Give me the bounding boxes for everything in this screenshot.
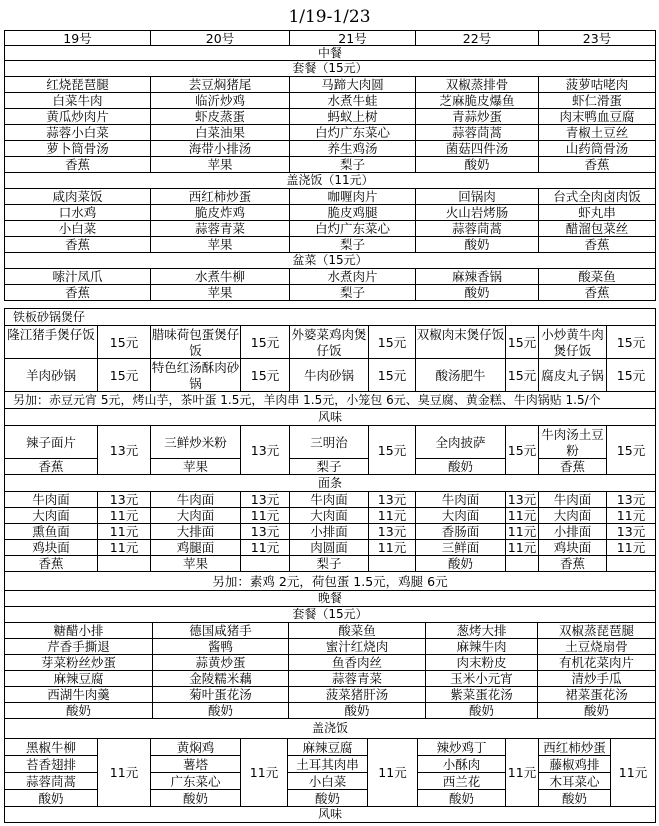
rice-bowl-price: 11元 (240, 738, 288, 807)
menu-item: 菊叶蛋花汤 (152, 686, 289, 703)
rice-bowl-item: 酸奶 (538, 789, 611, 807)
menu-item: 苹果 (150, 156, 290, 173)
rice-bowl-item: 苔香翅排 (4, 755, 98, 773)
menu-item: 梨子 (289, 156, 416, 173)
menu-item: 芽菜粉丝炒蛋 (4, 654, 153, 671)
menu-item: 鱼香肉丝 (288, 654, 426, 671)
menu-item: 蒜蓉青菜 (150, 220, 290, 237)
subsection-set-meal: 套餐（15元） (4, 60, 656, 77)
flavor-price: 15元 (505, 425, 539, 475)
noodle-price: 11元 (505, 523, 539, 540)
day-header: 19号 (4, 30, 151, 46)
claypot-price: 15元 (97, 325, 151, 359)
menu-item: 白菜牛肉 (4, 92, 151, 109)
flavor-price: 15元 (606, 425, 656, 475)
menu-item: 口水鸡 (4, 204, 151, 221)
menu-item: 西红柿炒蛋 (150, 188, 290, 205)
menu-item: 芹香手撕退 (4, 638, 153, 655)
menu-item: 火山岩烤肠 (415, 204, 539, 221)
rice-bowl-item: 酸奶 (287, 789, 368, 807)
noodle-price (606, 555, 656, 572)
rice-bowl-item: 藤椒鸡排 (538, 755, 611, 773)
menu-item: 养生鸡汤 (289, 140, 416, 157)
noodle-price: 11元 (97, 539, 151, 556)
menu-item: 红烧琵琶腿 (4, 76, 151, 93)
menu-item: 嗦汁凤爪 (4, 268, 151, 285)
menu-item: 葱烤大排 (425, 622, 538, 639)
subsection-basin-dish: 盆菜（15元） (4, 252, 656, 269)
subsection-claypot: 铁板砂锅煲仔 (4, 308, 656, 326)
rice-bowl-item: 西红柿炒蛋 (538, 738, 611, 756)
noodle-price: 11元 (240, 507, 290, 524)
rice-bowl-item: 酸奶 (4, 789, 98, 807)
section-header-dinner: 晚餐 (4, 590, 656, 607)
menu-item: 蒜黄炒蛋 (152, 654, 289, 671)
menu-item: 裙菜蛋花汤 (537, 686, 656, 703)
menu-item: 酸奶 (415, 284, 539, 301)
rice-bowl-price: 11元 (367, 738, 418, 807)
menu-item: 虾皮蒸蛋 (150, 108, 290, 125)
claypot-item: 双椒肉末煲仔饭 (415, 325, 506, 359)
claypot-extras-note: 另加：赤豆元宵 5元，烤山芋，茶叶蛋 1.5元，羊肉串 1.5元，小笼包 6元、臭豆腐、黄金糕、牛肉锅贴 1.5/个 (4, 391, 656, 409)
menu-item: 脆皮炸鸡 (150, 204, 290, 221)
noodles-extras-note: 另加：素鸡 2元，荷包蛋 1.5元，鸡腿 6元 (4, 571, 656, 591)
rice-bowl-item: 小白菜 (287, 772, 368, 790)
noodle-item: 小排面 (289, 523, 369, 540)
menu-item: 双椒蒸琵琶腿 (537, 622, 656, 639)
flavor-item: 辣子面片 (4, 425, 98, 459)
menu-item: 玉米小元宵 (425, 670, 538, 687)
noodle-item: 香蕉 (4, 555, 98, 572)
menu-item: 芝麻脆皮爆鱼 (415, 92, 539, 109)
noodle-price: 11元 (606, 539, 656, 556)
noodle-price: 13元 (240, 523, 290, 540)
noodle-price: 13元 (606, 523, 656, 540)
menu-item: 清炒手瓜 (537, 670, 656, 687)
rice-bowl-item: 薯塔 (150, 755, 241, 773)
menu-item: 咸肉菜饭 (4, 188, 151, 205)
menu-item: 青蒜炒蛋 (415, 108, 539, 125)
noodle-item: 苹果 (150, 555, 241, 572)
noodle-item: 小排面 (538, 523, 607, 540)
subsection-rice-bowl: 盖浇饭（11元） (4, 172, 656, 189)
menu-item: 麻辣牛肉 (425, 638, 538, 655)
menu-item: 海带小排汤 (150, 140, 290, 157)
menu-item: 醋溜包菜丝 (538, 220, 656, 237)
noodle-item: 酸奶 (415, 555, 506, 572)
noodle-price: 11元 (240, 539, 290, 556)
menu-item: 咖喱肉片 (289, 188, 416, 205)
menu-item: 临沂炒鸡 (150, 92, 290, 109)
noodle-price: 13元 (240, 491, 290, 508)
noodle-item: 大肉面 (150, 507, 241, 524)
claypot-item: 外婆菜鸡肉煲仔饭 (289, 325, 369, 359)
rice-bowl-price: 11元 (505, 738, 539, 807)
menu-item: 白灼广东菜心 (289, 124, 416, 141)
flavor-price: 15元 (368, 425, 416, 475)
menu-item: 德国咸猪手 (152, 622, 289, 639)
menu-item: 菠萝咕咾肉 (538, 76, 656, 93)
rice-bowl-item: 黑椒牛柳 (4, 738, 98, 756)
menu-item: 酸奶 (4, 702, 153, 719)
day-header: 20号 (150, 30, 290, 46)
flavor-fruit: 香蕉 (4, 458, 98, 475)
menu-item: 苹果 (150, 284, 290, 301)
day-header: 21号 (289, 30, 416, 46)
menu-item: 小白菜 (4, 220, 151, 237)
menu-item: 肉末鸭血豆腐 (538, 108, 656, 125)
claypot-price: 15元 (505, 325, 539, 359)
menu-item: 台式全肉卤肉饭 (538, 188, 656, 205)
flavor-price: 13元 (240, 425, 290, 475)
menu-item: 土豆烧扇骨 (537, 638, 656, 655)
claypot-price: 15元 (505, 358, 539, 392)
flavor-fruit: 梨子 (289, 458, 369, 475)
menu-item: 糖醋小排 (4, 622, 153, 639)
noodle-price: 11元 (368, 507, 416, 524)
menu-item: 苹果 (150, 236, 290, 253)
noodle-price: 11元 (606, 507, 656, 524)
noodle-price: 11元 (505, 539, 539, 556)
menu-item: 蒜蓉茼蒿 (415, 220, 539, 237)
claypot-price: 15元 (606, 358, 656, 392)
noodle-item: 大肉面 (538, 507, 607, 524)
noodle-price (368, 555, 416, 572)
rice-bowl-item: 木耳菜心 (538, 772, 611, 790)
menu-item: 麻辣香锅 (415, 268, 539, 285)
section-header-lunch: 中餐 (4, 45, 656, 61)
menu-item: 酸菜鱼 (538, 268, 656, 285)
menu-item: 脆皮鸡腿 (289, 204, 416, 221)
claypot-item: 隆江猪手煲仔饭 (4, 325, 98, 359)
flavor-fruit: 香蕉 (538, 458, 607, 475)
menu-item: 水煮牛蛙 (289, 92, 416, 109)
menu-item: 香蕉 (4, 236, 151, 253)
noodle-item: 牛肉面 (4, 491, 98, 508)
menu-item: 水煮肉片 (289, 268, 416, 285)
noodle-price (97, 555, 151, 572)
noodle-item: 肉圆面 (289, 539, 369, 556)
menu-item: 酸奶 (415, 236, 539, 253)
menu-item: 香蕉 (538, 156, 656, 173)
menu-item: 酱鸭 (152, 638, 289, 655)
subsection-dinner-set-meal: 套餐（15元） (4, 606, 656, 623)
menu-item: 西湖牛肉羹 (4, 686, 153, 703)
claypot-item: 特色红汤酥肉砂锅 (151, 360, 240, 391)
flavor-item: 牛肉汤土豆粉 (538, 425, 607, 459)
noodle-item: 香蕉 (538, 555, 607, 572)
menu-item: 芸豆焖猪尾 (150, 76, 290, 93)
noodle-price: 11元 (505, 507, 539, 524)
flavor-item: 三鲜炒米粉 (150, 425, 241, 459)
noodle-price: 13元 (97, 491, 151, 508)
noodle-item: 三鲜面 (415, 539, 506, 556)
claypot-item: 腊味荷包蛋煲仔饭 (151, 327, 240, 358)
rice-bowl-item: 黄焖鸡 (150, 738, 241, 756)
noodle-item: 大排面 (150, 523, 241, 540)
rice-bowl-price: 11元 (97, 738, 151, 807)
claypot-price: 15元 (368, 358, 416, 392)
noodle-price: 11元 (368, 539, 416, 556)
menu-item: 香蕉 (538, 236, 656, 253)
claypot-item: 腐皮丸子锅 (538, 358, 607, 392)
menu-item: 白灼广东菜心 (289, 220, 416, 237)
claypot-item: 牛肉砂锅 (289, 358, 369, 392)
menu-item: 萝卜筒骨汤 (4, 140, 151, 157)
menu-item: 梨子 (289, 236, 416, 253)
menu-item: 菠菜猪肝汤 (288, 686, 426, 703)
noodle-price: 13元 (368, 523, 416, 540)
rice-bowl-item: 广东菜心 (150, 772, 241, 790)
rice-bowl-item: 土耳其肉串 (287, 755, 368, 773)
subsection-dinner-flavor: 风味 (4, 806, 656, 823)
claypot-price: 15元 (240, 358, 290, 392)
noodle-item: 牛肉面 (150, 491, 241, 508)
claypot-price: 15元 (606, 325, 656, 359)
menu-item: 青椒土豆丝 (538, 124, 656, 141)
rice-bowl-item: 蒜蓉茼蒿 (4, 772, 98, 790)
flavor-item: 全肉披萨 (415, 425, 506, 459)
menu-item: 酸奶 (415, 156, 539, 173)
menu-item: 蒜蓉小白菜 (4, 124, 151, 141)
menu-item: 酸奶 (152, 702, 289, 719)
subsection-noodles: 面条 (4, 474, 656, 492)
menu-item: 虾丸串 (538, 204, 656, 221)
menu-item: 酸菜鱼 (288, 622, 426, 639)
rice-bowl-item: 酸奶 (150, 789, 241, 807)
noodle-item: 鸡腿面 (150, 539, 241, 556)
menu-item: 菌菇四件汤 (415, 140, 539, 157)
page-title: 1/19-1/23 (288, 7, 371, 27)
noodle-item: 牛肉面 (538, 491, 607, 508)
menu-item: 肉末粉皮 (425, 654, 538, 671)
noodle-item: 香肠面 (415, 523, 506, 540)
menu-item: 回锅肉 (415, 188, 539, 205)
noodle-item: 鸡块面 (538, 539, 607, 556)
menu-item: 金陵糯米藕 (152, 670, 289, 687)
menu-item: 蒜蓉青菜 (288, 670, 426, 687)
flavor-fruit: 苹果 (150, 458, 241, 475)
menu-item: 虾仁滑蛋 (538, 92, 656, 109)
noodle-price: 13元 (368, 491, 416, 508)
noodle-item: 牛肉面 (289, 491, 369, 508)
menu-item: 麻辣豆腐 (4, 670, 153, 687)
claypot-item: 羊肉砂锅 (4, 358, 98, 392)
noodle-item: 大肉面 (4, 507, 98, 524)
noodle-item: 梨子 (289, 555, 369, 572)
menu-item: 蚂蚁上树 (289, 108, 416, 125)
claypot-price: 15元 (97, 358, 151, 392)
menu-item: 黄瓜炒肉片 (4, 108, 151, 125)
noodle-price (240, 555, 290, 572)
subsection-flavor: 风味 (4, 408, 656, 426)
noodle-price: 13元 (505, 491, 539, 508)
subsection-dinner-rice-bowl: 盖浇饭 (4, 718, 656, 739)
rice-bowl-item: 西兰花 (417, 772, 506, 790)
rice-bowl-item: 酸奶 (417, 789, 506, 807)
rice-bowl-item: 麻辣豆腐 (287, 738, 368, 756)
menu-item: 梨子 (289, 284, 416, 301)
noodle-price: 11元 (97, 523, 151, 540)
noodle-price (505, 555, 539, 572)
rice-bowl-price: 11元 (610, 738, 656, 807)
noodle-price: 11元 (97, 507, 151, 524)
menu-item: 双椒蒸排骨 (415, 76, 539, 93)
menu-item: 酸奶 (425, 702, 538, 719)
day-header: 22号 (415, 30, 539, 46)
menu-item: 香蕉 (4, 284, 151, 301)
menu-item: 蜜汁红烧肉 (288, 638, 426, 655)
rice-bowl-item: 辣炒鸡丁 (417, 738, 506, 756)
claypot-item: 小炒黄牛肉煲仔饭 (538, 325, 607, 359)
claypot-item: 酸汤肥牛 (415, 358, 506, 392)
menu-item: 马蹄大肉圆 (289, 76, 416, 93)
noodle-price: 13元 (606, 491, 656, 508)
menu-item: 香蕉 (538, 284, 656, 301)
day-header: 23号 (538, 30, 656, 46)
menu-item: 酸奶 (537, 702, 656, 719)
menu-item: 蒜蓉茼蒿 (415, 124, 539, 141)
claypot-price: 15元 (368, 325, 416, 359)
menu-item: 有机花菜肉片 (537, 654, 656, 671)
noodle-item: 熏鱼面 (4, 523, 98, 540)
flavor-price: 13元 (97, 425, 151, 475)
noodle-item: 牛肉面 (415, 491, 506, 508)
menu-item: 白菜油果 (150, 124, 290, 141)
flavor-item: 三明治 (289, 425, 369, 459)
noodle-item: 大肉面 (289, 507, 369, 524)
claypot-price: 15元 (240, 325, 290, 359)
menu-item: 香蕉 (4, 156, 151, 173)
menu-item: 紫菜蛋花汤 (425, 686, 538, 703)
menu-item: 酸奶 (288, 702, 426, 719)
rice-bowl-item: 小酥肉 (417, 755, 506, 773)
menu-item: 水煮牛柳 (150, 268, 290, 285)
noodle-item: 鸡块面 (4, 539, 98, 556)
flavor-fruit: 酸奶 (415, 458, 506, 475)
menu-item: 山药筒骨汤 (538, 140, 656, 157)
noodle-item: 大肉面 (415, 507, 506, 524)
